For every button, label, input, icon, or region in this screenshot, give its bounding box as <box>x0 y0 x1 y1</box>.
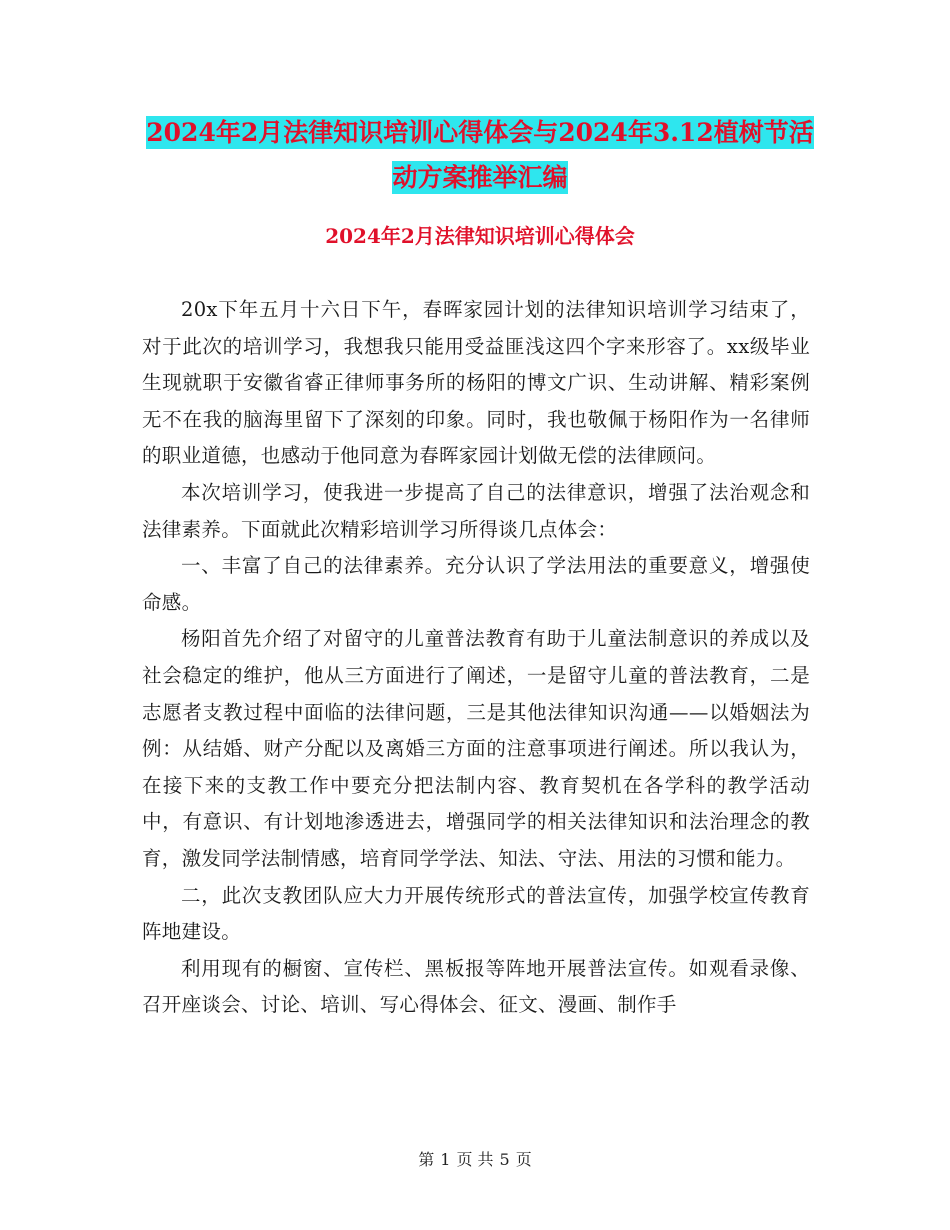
section-heading: 2024年2月法律知识培训心得体会 <box>325 224 635 248</box>
page-footer <box>0 1150 950 1170</box>
current-page-number: 1 <box>440 1150 451 1169</box>
page-label-mid: 页 共 <box>456 1150 494 1169</box>
document-title-text: 2024年2月法律知识培训心得体会与2024年3.12植树节活动方案推举汇编 <box>146 118 814 192</box>
total-pages-number: 5 <box>499 1150 510 1169</box>
document-title <box>140 110 820 200</box>
page-label-suffix: 页 <box>515 1150 532 1169</box>
paragraph: 利用现有的橱窗、宣传栏、黑板报等阵地开展普法宣传。如观看录像、召开座谈会、讨论、培训、写心得体会、征文、漫画、制作手 <box>142 956 810 1017</box>
page-label-prefix: 第 <box>418 1150 435 1169</box>
paragraph: 杨阳首先介绍了对留守的儿童普法教育有助于儿童法制意识的养成以及社会稳定的维护，他从三方面进行了阐述，一是留守儿童的普法教育，二是志愿者支教过程中面临的法律问题，三是其他法律知识沟通——以婚姻法为例：从结婚、财产分配以及离婚三方面的注意事项进行阐述。所以我认为，在接下来的支教工作中要充分把法制内容、教育契机在各学科的教学活动中，有意识、有计划地渗透进去，增强同学的相关法律知识和法治理念的教育，激发同学法制情感，培育同学学法、知法、守法、用法的习惯和能力。 <box>142 627 810 870</box>
paragraph: 20x下年五月十六日下午，春晖家园计划的法律知识培训学习结束了，对于此次的培训学习，我想我只能用受益匪浅这四个字来形容了。xx级毕业生现就职于安徽省睿正律师事务所的杨阳的博文广识、生动讲解、精彩案例无不在我的脑海里留下了深刻的印象。同时，我也敬佩于杨阳作为一名律师的职业道德，也感动于他同意为春晖家园计划做无偿的法律顾问。 <box>142 298 810 468</box>
paragraph: 本次培训学习，使我进一步提高了自己的法律意识，增强了法治观念和法律素养。下面就此次精彩培训学习所得谈几点体会： <box>142 480 810 541</box>
document-body <box>142 292 810 1024</box>
paragraph: 二，此次支教团队应大力开展传统形式的普法宣传，加强学校宣传教育阵地建设。 <box>142 883 810 944</box>
paragraph: 一、丰富了自己的法律素养。充分认识了学法用法的重要意义，增强使命感。 <box>142 554 810 614</box>
